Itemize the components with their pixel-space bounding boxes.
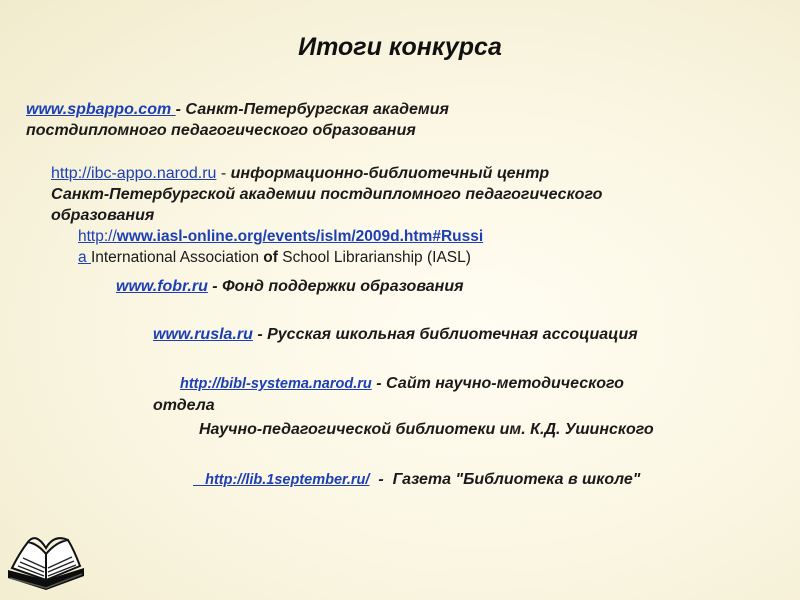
entry-fobr <box>116 276 464 297</box>
entry-description: Фонд поддержки образования <box>222 278 464 295</box>
link-bibl-systema[interactable]: http://bibl-systema.narod.ru <box>180 376 372 392</box>
separator: - <box>371 375 386 392</box>
separator: - <box>175 101 186 118</box>
entry-description-line3: образования <box>51 207 155 224</box>
separator: - <box>207 278 223 295</box>
entry-description: Русская школьная библиотечная ассоциация <box>267 326 638 343</box>
separator: - <box>252 326 268 343</box>
entry-rusla <box>153 324 638 345</box>
link-iasl-protocol: http:// <box>78 228 117 245</box>
entry-bibl-systema <box>153 373 654 440</box>
link-ibc-appo[interactable]: http://ibc-appo.narod.ru <box>51 165 217 182</box>
entry-description: информационно-библиотечный центр <box>230 165 550 182</box>
entry-description-line2: отдела <box>153 397 215 414</box>
entry-ibc-appo <box>51 163 602 226</box>
link-fobr[interactable]: www.fobr.ru <box>116 278 208 295</box>
entry-description-line2: Санкт-Петербургской академии постдипломного педагогического <box>51 186 603 203</box>
entry-description-line2: постдипломного педагогического образования <box>26 122 416 139</box>
entry-lib-1september <box>193 469 640 491</box>
link-iasl[interactable] <box>78 228 483 245</box>
entry-description: Санкт-Петербургская академия <box>185 101 449 118</box>
separator: - <box>216 165 231 182</box>
link-iasl-end[interactable]: a <box>78 249 91 266</box>
link-iasl-host: www.iasl-online.org/events/islm/2009d.htm#Russi <box>116 228 484 245</box>
link-rusla[interactable]: www.rusla.ru <box>153 326 253 343</box>
entry-spbappo <box>26 99 449 141</box>
link-lib-1september[interactable]: http://lib.1september.ru/ <box>193 472 370 488</box>
entry-description: International Association of School Librarianship (IASL) <box>90 249 471 266</box>
entry-description: Газета "Библиотека в школе" <box>392 471 641 488</box>
page-title: Итоги конкурса <box>298 33 502 61</box>
entry-description-line3: Научно-педагогической библиотеки им. К.Д. Ушинского <box>199 421 654 438</box>
separator: - <box>369 471 393 488</box>
link-spbappo[interactable]: www.spbappo.com <box>26 101 176 118</box>
entry-description: Сайт научно-методического <box>385 375 624 392</box>
entry-iasl <box>78 226 483 268</box>
open-book-icon <box>6 528 86 594</box>
